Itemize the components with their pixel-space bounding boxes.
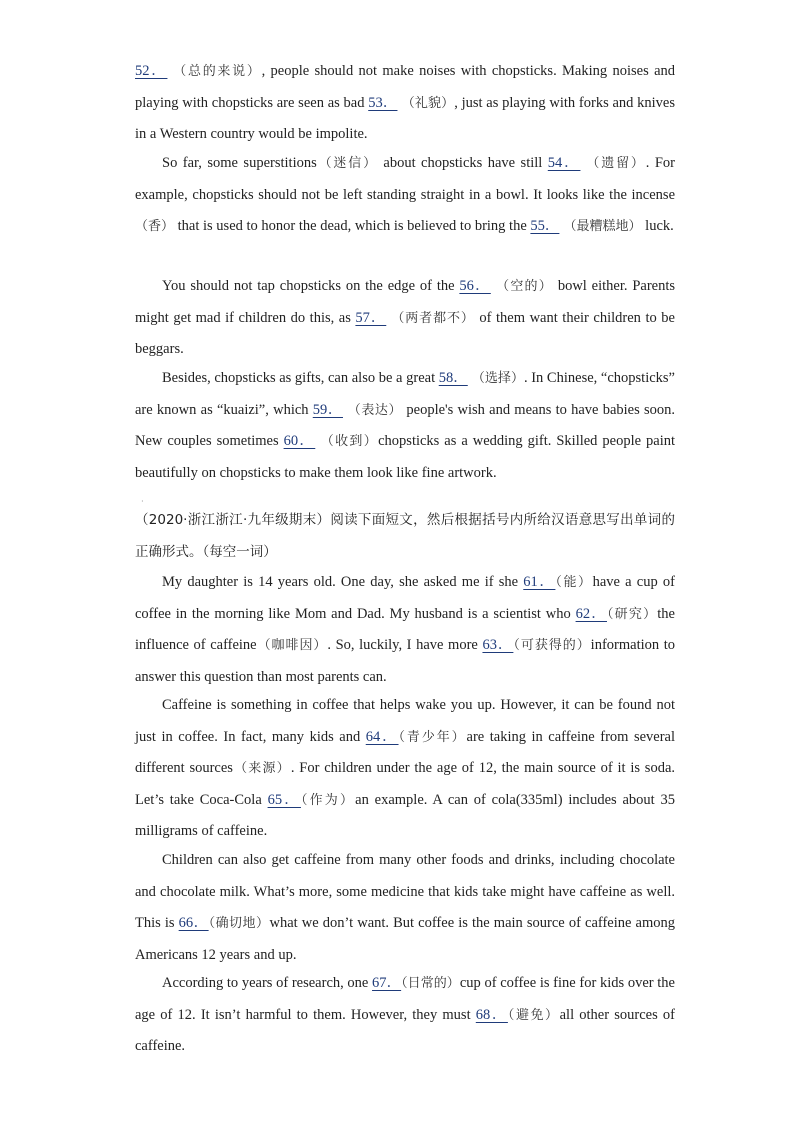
paragraph-text: My daughter is 14 years old. One day, she asked me if she [162, 574, 524, 590]
answer-blank: 60． [283, 433, 316, 449]
paragraph-mark: · [141, 497, 144, 506]
paragraph-text: . For children under the age of 12, the main source of it is soda. Let’s take Coca-Cola [135, 760, 676, 808]
chinese-hint: （两者都不） [386, 310, 475, 326]
chinese-hint: （选择） [467, 371, 524, 386]
chinese-hint: （迷信） [316, 156, 378, 171]
chinese-hint: （咖啡因） [256, 638, 328, 653]
answer-blank: 61． [523, 574, 556, 590]
paragraph-text: that is used to honor the dead, which is believed to bring the [174, 218, 531, 234]
paragraph-research [135, 968, 675, 1063]
paragraph-other-foods [135, 845, 675, 971]
answer-blank: 66． [178, 915, 209, 931]
paragraph-text: about chopsticks have still [377, 155, 548, 171]
answer-blank: 53． [368, 94, 398, 111]
paragraph-text: an example. A can of cola(335ml) includes about 35 milligrams of caffeine. [135, 791, 675, 839]
answer-blank: 67． [372, 975, 402, 991]
chinese-hint: （收到） [315, 434, 379, 449]
paragraph-text: the influence of caffeine [135, 605, 675, 653]
chinese-hint: （香） [135, 219, 175, 234]
chinese-hint: （礼貌） [397, 95, 455, 111]
answer-blank: 59． [312, 401, 343, 418]
paragraph-text: Besides, chopsticks as gifts, can also be a great [162, 370, 439, 386]
paragraph-text: chopsticks as a wedding gift. Skilled people paint beautifully on chopsticks to make them look like fine artwork. [135, 433, 676, 481]
paragraph-text: have a cup of coffee in the morning like Mom and Dad. My husband is a scientist who [135, 574, 676, 622]
chinese-hint: （研究） [606, 606, 658, 622]
chinese-hint: （遗留） [580, 156, 646, 171]
paragraph-text: Children can also get caffeine from many other foods and drinks, including chocolate and chocolate milk. What’s more, some medicine that kids take might have caffeine as well. This is [135, 852, 675, 931]
paragraph-text: . So, luckily, I have more [327, 637, 483, 653]
paragraph-text: all other sources of caffeine. [135, 1006, 675, 1054]
answer-blank: 58． [438, 370, 468, 386]
paragraph-text: According to years of research, one [162, 975, 373, 991]
paragraph-daughter [135, 567, 675, 693]
paragraph-text: , people should not make noises with chopsticks. Making noises and playing with chopsticks are seen as bad [135, 63, 676, 111]
chinese-hint: （可获得的） [513, 638, 591, 653]
paragraph-text: You should not tap chopsticks on the edge of the [162, 278, 460, 294]
answer-blank: 65． [267, 791, 301, 808]
paragraph-text: . For example, chopsticks should not be left standing straight in a bowl. It looks like the incense [135, 155, 675, 203]
chinese-hint: （表达） [342, 402, 403, 418]
paragraph-text: cup of coffee is fine for kids over the age of 12. It isn’t harmful to them. However, they must [135, 975, 675, 1023]
answer-blank: 54． [547, 155, 581, 171]
chinese-hint: （青少年） [398, 729, 467, 745]
paragraph-text: Caffeine is something in coffee that helps wake you up. However, it can be found not just in coffee. In fact, many kids and [135, 697, 675, 745]
paragraph-chopsticks-noise [135, 56, 675, 151]
chinese-hint: （避免） [507, 1007, 560, 1023]
chinese-hint: （能） [555, 575, 593, 590]
paragraph-text: , just as playing with forks and knives in a Western country would be impolite. [135, 94, 675, 142]
paragraph-gifts [135, 363, 675, 489]
answer-blank: 68． [475, 1006, 508, 1023]
exercise-header [135, 505, 675, 568]
paragraph-text: bowl either. Parents might get mad if children do this, as [135, 278, 676, 326]
chinese-hint: （空的） [490, 279, 553, 294]
answer-blank: 64． [365, 728, 399, 745]
paragraph-text: information to answer this question than most parents can. [135, 637, 675, 685]
chinese-hint: （最糟糕地） [559, 219, 642, 234]
paragraph-tap-bowl [135, 271, 675, 366]
paragraph-text: . In Chinese, “chopsticks” are known as “kuaizi”, which [135, 370, 675, 418]
paragraph-text: people's wish and means to have babies soon. New couples sometimes [135, 401, 675, 449]
paragraph-text: are taking in caffeine from several different sources [135, 728, 675, 776]
answer-blank: 56． [459, 278, 491, 294]
chinese-hint: （来源） [232, 761, 291, 776]
answer-blank: 57． [355, 309, 387, 326]
paragraph-text: of them want their children to be beggars. [135, 309, 675, 357]
chinese-hint: （作为） [300, 792, 356, 808]
paragraph-superstitions [135, 148, 675, 243]
answer-blank: 62． [575, 605, 607, 622]
paragraph-text: So far, some superstitions [162, 155, 317, 171]
chinese-hint: （确切地） [208, 916, 270, 931]
chinese-hint: （日常的） [401, 976, 460, 991]
chinese-hint: （总的来说） [167, 64, 262, 79]
paragraph-text: what we don’t want. But coffee is the main source of caffeine among Americans 12 years and up. [135, 915, 675, 963]
paragraph-text: luck. [641, 218, 674, 234]
answer-blank: 63． [482, 637, 514, 653]
answer-blank: 52． [135, 63, 168, 79]
answer-blank: 55． [530, 218, 560, 234]
paragraph-text: （2020·浙江浙江·九年级期末）阅读下面短文，然后根据括号内所给汉语意思写出单词的正确形式。（每空一词） [135, 512, 675, 560]
paragraph-caffeine-sources [135, 690, 675, 848]
